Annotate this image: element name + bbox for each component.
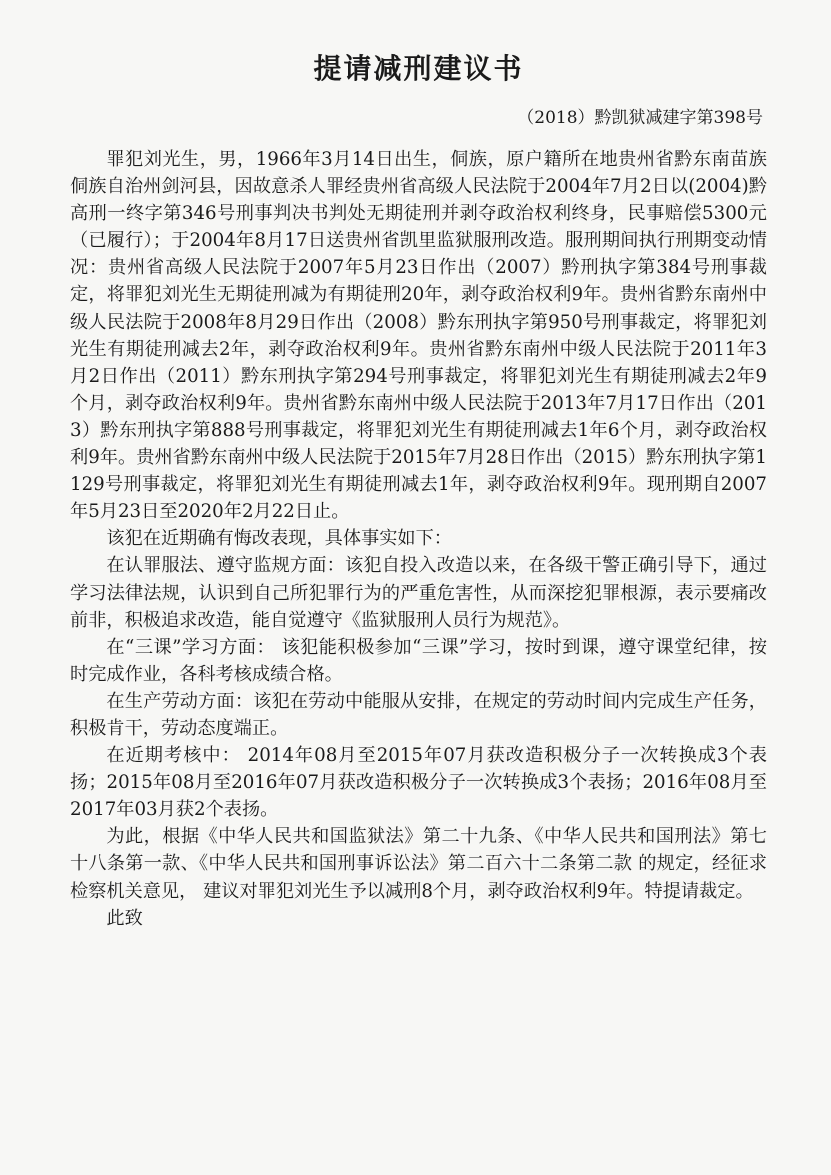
paragraph-criminal-record: 罪犯刘光生，男，1966年3月14日出生，侗族，原户籍所在地贵州省黔东南苗族侗族自治州剑河县，因故意杀人罪经贵州省高级人民法院于2004年7月2日以(2004)黔高刑一终字第346号刑事判决书判处无期徒刑并剥夺政治权利终身，民事赔偿5300元（已履行）；于2004年8月17日送贵州省凯里监狱服刑改造。服刑期间执行刑期变动情况：贵州省高级人民法院于2007年5月23日作出（2007）黔刑执字第384号刑事裁定，将罪犯刘光生无期徒刑减为有期徒刑20年，剥夺政治权利9年。贵州省黔东南州中级人民法院于2008年8月29日作出（2008）黔东刑执字第950号刑事裁定，将罪犯刘光生有期徒刑减去2年，剥夺政治权利9年。贵州省黔东南州中级人民法院于2011年3月2日作出（2011）黔东刑执字第294号刑事裁定，将罪犯刘光生有期徒刑减去2年9个月，剥夺政治权利9年。贵州省黔东南州中级人民法院于2013年7月17日作出（2013）黔东刑执字第888号刑事裁定，将罪犯刘光生有期徒刑减去1年6个月，剥夺政治权利9年。贵州省黔东南州中级人民法院于2015年7月28日作出（2015）黔东刑执字第1129号刑事裁定，将罪犯刘光生有期徒刑减去1年，剥夺政治权利9年。现刑期自2007年5月23日至2020年2月22日止。 xyxy=(70,149,767,523)
document-body xyxy=(70,146,767,932)
paragraph-repentance-intro: 该犯在近期确有悔改表现，具体事实如下： xyxy=(106,528,452,550)
closing-salutation: 此致 xyxy=(106,907,143,929)
paragraph-assessment: 在近期考核中： 2014年08月至2015年07月获改造积极分子一次转换成3个表扬；2015年08月至2016年07月获改造积极分子一次转换成3个表扬；2016年08月至2017年03月获2个表扬。 xyxy=(70,745,767,821)
paragraph-discipline: 在认罪服法、遵守监规方面：该犯自投入改造以来，在各级干警正确引导下，通过学习法律法规，认识到自己所犯罪行为的严重危害性，从而深挖犯罪根源，表示要痛改前非，积极追求改造，能自觉遵守《监狱服刑人员行为规范》。 xyxy=(70,555,767,631)
paragraph-labor: 在生产劳动方面：该犯在劳动中能服从安排，在规定的劳动时间内完成生产任务，积极肯干，劳动态度端正。 xyxy=(70,690,767,739)
document-title: 提请减刑建议书 xyxy=(313,52,524,85)
document-number: （2018）黔凯狱减建字第398号 xyxy=(517,108,763,128)
paragraph-recommendation: 为此，根据《中华人民共和国监狱法》第二十九条、《中华人民共和国刑法》第七十八条第一款、《中华人民共和国刑事诉讼法》第二百六十二条第二款 的规定，经征求检察机关意见， 建议对罪犯刘光生予以减刑8个月，剥夺政治权利9年。特提请裁定。 xyxy=(70,826,767,902)
paragraph-three-courses: 在“三课”学习方面： 该犯能积极参加“三课”学习，按时到课，遵守课堂纪律，按时完成作业，各科考核成绩合格。 xyxy=(70,636,767,685)
